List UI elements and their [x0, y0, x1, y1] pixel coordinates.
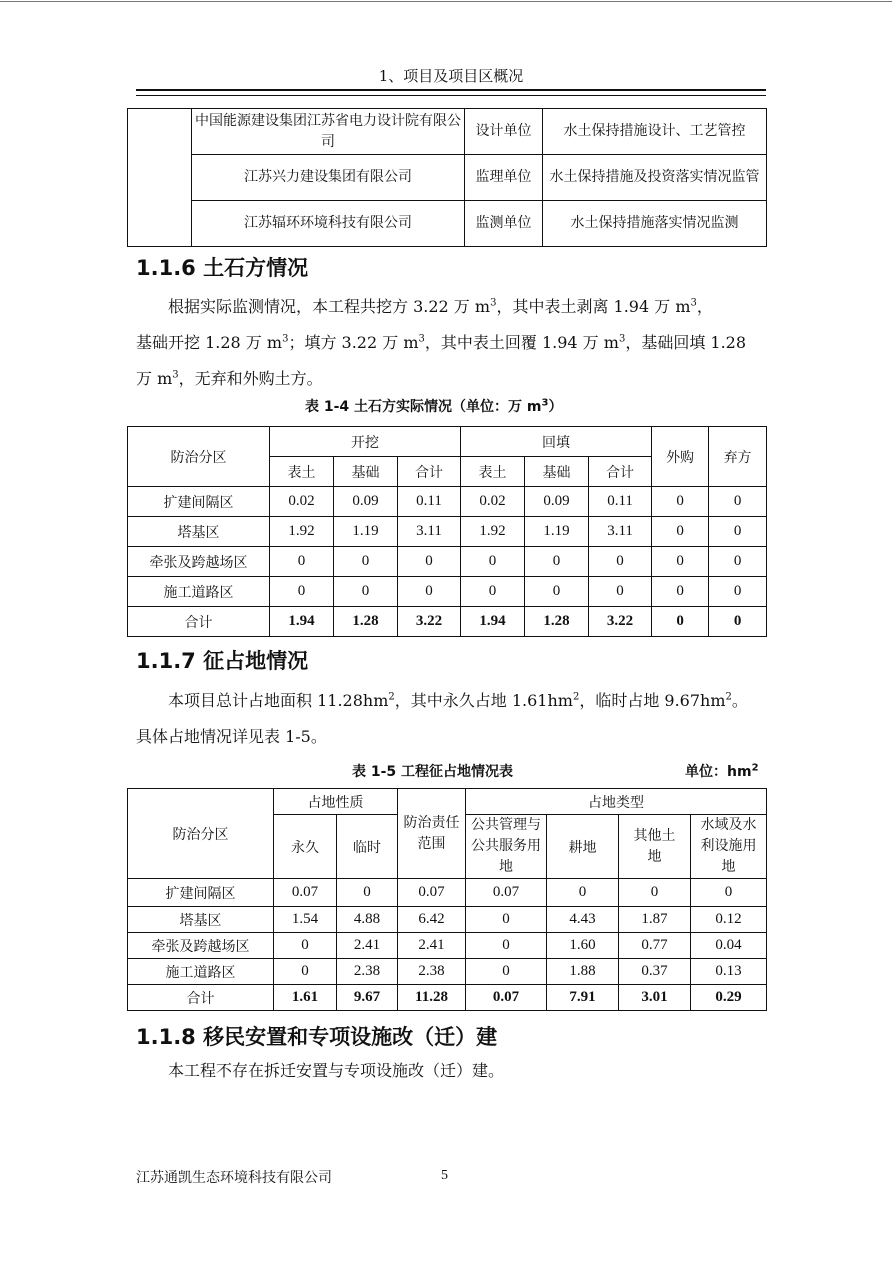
- value-cell: 0: [652, 547, 709, 577]
- group-fill-header: 回填: [461, 427, 652, 457]
- sub-header: 基础: [525, 457, 589, 487]
- zone-cell: 塔基区: [128, 907, 274, 933]
- value-cell: 4.43: [547, 907, 619, 933]
- value-cell: 3.11: [589, 517, 652, 547]
- table-total-row: [128, 985, 767, 1011]
- zone-cell: 扩建间隔区: [128, 487, 270, 517]
- group-nature-header: 占地性质: [274, 789, 398, 815]
- value-cell: 0.04: [691, 933, 767, 959]
- zone-cell: 牵张及跨越场区: [128, 547, 270, 577]
- value-cell: 0: [691, 879, 767, 907]
- value-cell: 0: [589, 577, 652, 607]
- table-total-row: [128, 607, 767, 637]
- unit-role: 监测单位: [465, 201, 543, 247]
- page-number: 5: [441, 1168, 448, 1183]
- unit-name: 江苏兴力建设集团有限公司: [192, 155, 465, 201]
- value-cell: 0.02: [270, 487, 334, 517]
- table-row: [128, 487, 767, 517]
- table-row: [128, 959, 767, 985]
- total-cell: 11.28: [398, 985, 466, 1011]
- value-cell: 0: [525, 577, 589, 607]
- col-zone-header: 防治分区: [128, 789, 274, 879]
- value-cell: 0.12: [691, 907, 767, 933]
- value-cell: 0: [270, 547, 334, 577]
- land-occupation-paragraph: 本项目总计占地面积 $11.28hm^2$，其中永久占地 $1.61hm^2$，临时占地 $9.67hm^2$。 具体占地情况详见表 1-5。: [136, 691, 748, 746]
- total-cell: 0.29: [691, 985, 767, 1011]
- value-cell: 1.88: [547, 959, 619, 985]
- value-cell: 0: [398, 577, 461, 607]
- value-cell: 0: [652, 517, 709, 547]
- value-cell: 0: [619, 879, 691, 907]
- value-cell: 1.87: [619, 907, 691, 933]
- value-cell: 6.42: [398, 907, 466, 933]
- sub-header: 公共管理与公共服务用地: [466, 815, 547, 879]
- value-cell: 1.54: [274, 907, 337, 933]
- table-1-5-land-occupation: [127, 788, 767, 1011]
- col-scope-header: 防治责任范围: [398, 789, 466, 879]
- section-heading-1-1-8: 1.1.8 移民安置和专项设施改（迁）建: [136, 1025, 498, 1049]
- sub-header: 水域及水利设施用地: [691, 815, 767, 879]
- total-cell: 1.94: [270, 607, 334, 637]
- value-cell: 2.41: [398, 933, 466, 959]
- value-cell: 0: [709, 547, 767, 577]
- sub-header: 合计: [398, 457, 461, 487]
- value-cell: 3.11: [398, 517, 461, 547]
- value-cell: 0: [709, 577, 767, 607]
- table-row: [128, 907, 767, 933]
- unit-name: 中国能源建设集团江苏省电力设计院有限公司: [192, 109, 465, 155]
- section-heading-1-1-7: 1.1.7 征占地情况: [136, 649, 309, 673]
- value-cell: 0: [709, 487, 767, 517]
- zone-cell: 牵张及跨越场区: [128, 933, 274, 959]
- table-row: [128, 201, 767, 247]
- total-cell: 3.22: [589, 607, 652, 637]
- value-cell: 0: [461, 577, 525, 607]
- value-cell: 0: [466, 959, 547, 985]
- value-cell: 0: [334, 547, 398, 577]
- value-cell: 1.92: [461, 517, 525, 547]
- total-cell: 0: [709, 607, 767, 637]
- total-cell: 1.94: [461, 607, 525, 637]
- total-cell: 7.91: [547, 985, 619, 1011]
- col-buy-header: 外购: [652, 427, 709, 487]
- unit-duty: 水土保持措施及投资落实情况监管: [543, 155, 767, 201]
- table-row: [128, 517, 767, 547]
- sub-header: 临时: [337, 815, 398, 879]
- table-row: [128, 155, 767, 201]
- value-cell: 0: [709, 517, 767, 547]
- group-dig-header: 开挖: [270, 427, 461, 457]
- value-cell: 0: [274, 933, 337, 959]
- total-cell: 3.22: [398, 607, 461, 637]
- value-cell: 0: [466, 907, 547, 933]
- table-row: [128, 109, 767, 155]
- section-heading-1-1-6: 1.1.6 土石方情况: [136, 256, 309, 280]
- value-cell: 0: [274, 959, 337, 985]
- total-cell: 9.67: [337, 985, 398, 1011]
- table-row: [128, 933, 767, 959]
- value-cell: 0: [461, 547, 525, 577]
- running-header: 1、项目及项目区概况: [378, 67, 524, 85]
- sub-header: 耕地: [547, 815, 619, 879]
- value-cell: 0.13: [691, 959, 767, 985]
- zone-cell: 塔基区: [128, 517, 270, 547]
- resettlement-paragraph: 本工程不存在拆迁安置与专项设施改（迁）建。: [168, 1061, 505, 1080]
- sub-header: 基础: [334, 457, 398, 487]
- value-cell: 0.09: [334, 487, 398, 517]
- total-cell: 1.28: [525, 607, 589, 637]
- table-row: [128, 577, 767, 607]
- value-cell: 1.19: [334, 517, 398, 547]
- table-row: [128, 547, 767, 577]
- header-rule-thin: [136, 95, 766, 96]
- value-cell: 1.92: [270, 517, 334, 547]
- col-waste-header: 弃方: [709, 427, 767, 487]
- value-cell: 0: [652, 487, 709, 517]
- value-cell: 0: [547, 879, 619, 907]
- value-cell: 0: [466, 933, 547, 959]
- total-cell: 0.07: [466, 985, 547, 1011]
- value-cell: 2.38: [337, 959, 398, 985]
- sub-header: 表土: [461, 457, 525, 487]
- col-zone-header: 防治分区: [128, 427, 270, 487]
- unit-name: 江苏辐环环境科技有限公司: [192, 201, 465, 247]
- sub-header: 永久: [274, 815, 337, 879]
- value-cell: 0: [589, 547, 652, 577]
- value-cell: 0.07: [398, 879, 466, 907]
- total-cell: 1.28: [334, 607, 398, 637]
- value-cell: 0: [398, 547, 461, 577]
- zone-cell: 合计: [128, 607, 270, 637]
- unit-duty: 水土保持措施设计、工艺管控: [543, 109, 767, 155]
- zone-cell: 扩建间隔区: [128, 879, 274, 907]
- table-row: [128, 879, 767, 907]
- sub-header: 其他土地: [619, 815, 691, 879]
- zone-cell: 施工道路区: [128, 577, 270, 607]
- sub-header: 合计: [589, 457, 652, 487]
- table-1-4-caption: 表 1-4 土石方实际情况（单位：万 $m^3$）: [305, 397, 563, 415]
- value-cell: 1.19: [525, 517, 589, 547]
- unit-role: 监理单位: [465, 155, 543, 201]
- zone-cell: 合计: [128, 985, 274, 1011]
- group-type-header: 占地类型: [466, 789, 767, 815]
- footer-company: 江苏通凯生态环境科技有限公司: [136, 1170, 332, 1186]
- value-cell: 0.09: [525, 487, 589, 517]
- value-cell: 0.02: [461, 487, 525, 517]
- header-rule-thick: [136, 89, 766, 91]
- table-header-row: [128, 789, 767, 815]
- value-cell: 0.11: [398, 487, 461, 517]
- value-cell: 0.77: [619, 933, 691, 959]
- value-cell: 0: [270, 577, 334, 607]
- value-cell: 2.41: [337, 933, 398, 959]
- participating-units-table: [127, 108, 767, 247]
- page-top-border: [0, 1, 892, 2]
- value-cell: 0.07: [466, 879, 547, 907]
- value-cell: 0.07: [274, 879, 337, 907]
- empty-merged-cell: [128, 109, 192, 247]
- value-cell: 0.11: [589, 487, 652, 517]
- value-cell: 1.60: [547, 933, 619, 959]
- table-1-5-caption: 表 1-5 工程征占地情况表: [352, 764, 514, 780]
- table-1-4-earthwork: [127, 426, 767, 637]
- value-cell: 0: [652, 577, 709, 607]
- total-cell: 0: [652, 607, 709, 637]
- unit-duty: 水土保持措施落实情况监测: [543, 201, 767, 247]
- value-cell: 0: [337, 879, 398, 907]
- table-1-5-unit: 单位：$hm^2$: [685, 762, 759, 780]
- table-header-row: [128, 427, 767, 457]
- total-cell: 3.01: [619, 985, 691, 1011]
- value-cell: 0: [525, 547, 589, 577]
- value-cell: 0: [334, 577, 398, 607]
- zone-cell: 施工道路区: [128, 959, 274, 985]
- total-cell: 1.61: [274, 985, 337, 1011]
- sub-header: 表土: [270, 457, 334, 487]
- earthwork-paragraph: 根据实际监测情况，本工程共挖方 3.22 万 $m^3$，其中表土剥离 1.94 万 $m^3$， 基础开挖 1.28 万 $m^3$；填方 3.22 万 $m^3$，其中表土回覆 1.94 万 $m^3$，基础回填 1.28 万 $m^3$，无弃和外购土方。: [136, 297, 747, 388]
- value-cell: 0.37: [619, 959, 691, 985]
- value-cell: 2.38: [398, 959, 466, 985]
- value-cell: 4.88: [337, 907, 398, 933]
- unit-role: 设计单位: [465, 109, 543, 155]
